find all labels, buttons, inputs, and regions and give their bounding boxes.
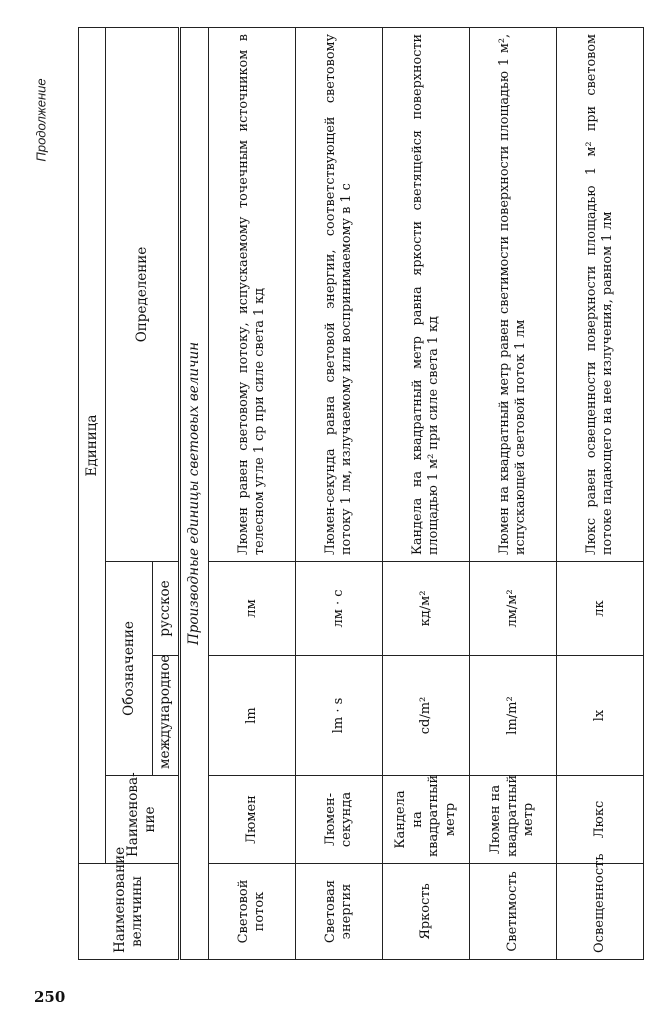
header-definition: Определение [105,27,179,561]
table-row [209,27,296,959]
page-number: 250 [34,988,66,1006]
quantity-cell: Световой поток [209,864,296,960]
international-cell: lm · s [296,656,383,776]
definition-cell: Люмен на квадратный метр равен светимости поверхности площадью 1 м², испускающей световой поток 1 лм [470,27,557,561]
unit-name-cell: Люмен-секунда [296,776,383,864]
definition-cell: Люкс равен освещенности поверхности площадью 1 м² при световом потоке падающего на нее излучения, равном 1 лм [557,27,644,561]
header-designation: Обозначение [105,562,153,776]
table-row [470,27,557,959]
russian-cell: лк [557,562,644,656]
quantity-cell: Светимость [470,864,557,960]
definition-cell: Люмен-секунда равна световой энергии, соответствующей световому потоку 1 лм, излучаемому или воспринимаемому в 1 с [296,27,383,561]
international-cell: cd/m² [383,656,470,776]
section-title: Производные единицы световых величин [180,27,209,959]
header-unit: Единица [79,27,106,863]
definition-cell: Люмен равен световому потоку, испускаемому точечным источником в телесном угле 1 ср при силе света 1 кд [209,27,296,561]
definition-cell: Кандела на квадратный метр равна яркости светящейся поверхности площадью 1 м² при силе света 1 кд [383,27,470,561]
quantity-cell: Яркость [383,864,470,960]
header-row-1 [79,27,106,959]
international-cell: lx [557,656,644,776]
header-russian: русское [153,562,180,656]
russian-cell: лм/м² [470,562,557,656]
international-cell: lm/m² [470,656,557,776]
international-cell: lm [209,656,296,776]
unit-name-cell: Люмен [209,776,296,864]
unit-name-cell: Люкс [557,776,644,864]
quantity-cell: Освещенность [557,864,644,960]
header-unit-name: Наименова-ние [105,776,179,864]
units-table-container [78,28,644,960]
russian-cell: кд/м² [383,562,470,656]
russian-cell: лм · с [296,562,383,656]
table-row [296,27,383,959]
header-international: международное [153,656,180,776]
header-row-2 [105,27,153,959]
russian-cell: лм [209,562,296,656]
section-row [180,27,209,959]
units-table [78,27,644,960]
unit-name-cell: Кандела на квадратный метр [383,776,470,864]
continuation-text: Продолжение [33,78,49,162]
table-row [383,27,470,959]
header-quantity: Наименование величины [79,864,180,960]
unit-name-cell: Люмен на квадратный метр [470,776,557,864]
table-row [557,27,644,959]
quantity-cell: Световая энергия [296,864,383,960]
continuation-label [26,20,56,220]
rotated-table-wrapper [78,28,644,960]
